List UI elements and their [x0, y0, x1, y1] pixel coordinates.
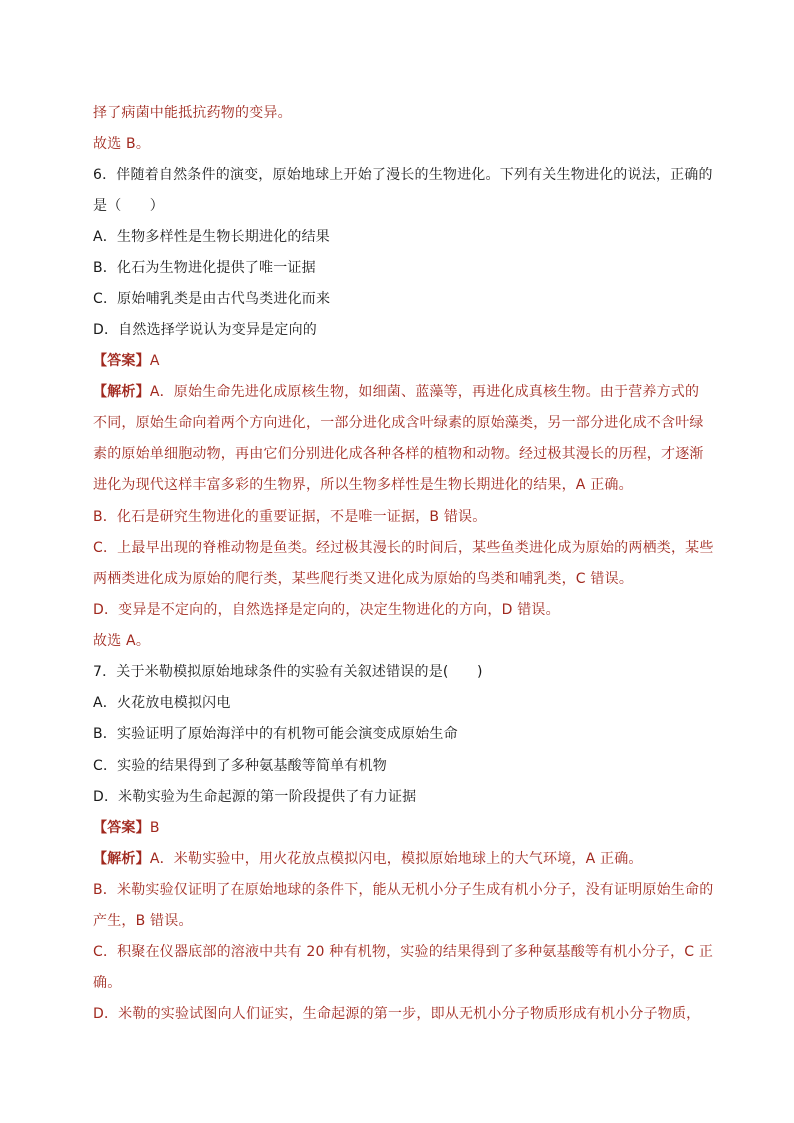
q6-stem-line2: 是（ ） — [93, 198, 164, 214]
q6-conclusion: 故选 A。 — [93, 633, 151, 649]
q7-option-a: A．火花放电模拟闪电 — [93, 695, 231, 711]
answer-label: 【答案】 — [93, 353, 150, 369]
q6-answer — [93, 352, 160, 370]
analysis-text: A．原始生命先进化成原核生物，如细菌、蓝藻等，再进化成真核生物。由于营养方式的 — [149, 384, 700, 400]
analysis-label: 【解析】 — [93, 384, 150, 400]
q6-option-a: A．生物多样性是生物长期进化的结果 — [93, 229, 330, 245]
analysis-label: 【解析】 — [93, 851, 150, 867]
q7-option-d: D．米勒实验为生命起源的第一阶段提供了有力证据 — [93, 789, 417, 805]
q6-option-b: B．化石为生物进化提供了唯一证据 — [93, 260, 316, 276]
q6-analysis-a-line3: 素的原始单细胞动物，再由它们分别进化成各种各样的植物和动物。经过极其漫长的历程，才逐渐 — [93, 446, 704, 462]
q6-stem-line1: 6．伴随着自然条件的演变，原始地球上开始了漫长的生物进化。下列有关生物进化的说法，正确的 — [93, 167, 713, 183]
q5-analysis-end: 择了病菌中能抵抗药物的变异。 — [93, 105, 292, 121]
q6-analysis-a-line2: 不同，原始生命向着两个方向进化，一部分进化成含叶绿素的原始藻类，另一部分进化成不含叶绿 — [93, 415, 704, 431]
q6-analysis-a-line4: 进化为现代这样丰富多彩的生物界，所以生物多样性是生物长期进化的结果，A 正确。 — [93, 477, 633, 493]
q7-analysis-c-line1: C．积聚在仪器底部的溶液中共有 20 种有机物，实验的结果得到了多种氨基酸等有机小分子，C 正 — [93, 944, 714, 960]
answer-label: 【答案】 — [93, 820, 150, 836]
q6-analysis-a-line1 — [93, 383, 699, 401]
q7-stem: 7．关于米勒模拟原始地球条件的实验有关叙述错误的是( ) — [93, 664, 483, 680]
q7-option-b: B．实验证明了原始海洋中的有机物可能会演变成原始生命 — [93, 726, 458, 742]
q7-analysis-d-line1: D．米勒的实验试图向人们证实，生命起源的第一步，即从无机小分子物质形成有机小分子物质， — [93, 1006, 701, 1022]
q7-option-c: C．实验的结果得到了多种氨基酸等简单有机物 — [93, 758, 387, 774]
answer-value: B — [149, 820, 160, 836]
q6-analysis-c-line1: C．上最早出现的脊椎动物是鱼类。经过极其漫长的时间后，某些鱼类进化成为原始的两栖类，某些 — [93, 540, 714, 556]
q7-answer — [93, 819, 160, 837]
q6-option-d: D．自然选择学说认为变异是定向的 — [93, 322, 317, 338]
q6-analysis-c-line2: 两栖类进化成为原始的爬行类，某些爬行类又进化成为原始的鸟类和哺乳类，C 错误。 — [93, 571, 634, 587]
q6-option-c: C．原始哺乳类是由古代鸟类进化而来 — [93, 291, 331, 307]
q7-analysis-b-line1: B．米勒实验仅证明了在原始地球的条件下，能从无机小分子生成有机小分子，没有证明原始生命的 — [93, 882, 714, 898]
analysis-text: A．米勒实验中，用火花放点模拟闪电，模拟原始地球上的大气环境，A 正确。 — [149, 851, 643, 867]
q6-analysis-b: B．化石是研究生物进化的重要证据，不是唯一证据，B 错误。 — [93, 509, 487, 525]
q6-analysis-d: D．变异是不定向的，自然选择是定向的，决定生物进化的方向，D 错误。 — [93, 602, 560, 618]
q5-conclusion: 故选 B。 — [93, 136, 151, 152]
q7-analysis-c-line2: 确。 — [93, 975, 122, 991]
q7-analysis-b-line2: 产生，B 错误。 — [93, 913, 193, 929]
q7-analysis-a — [93, 850, 643, 868]
answer-value: A — [149, 353, 160, 369]
